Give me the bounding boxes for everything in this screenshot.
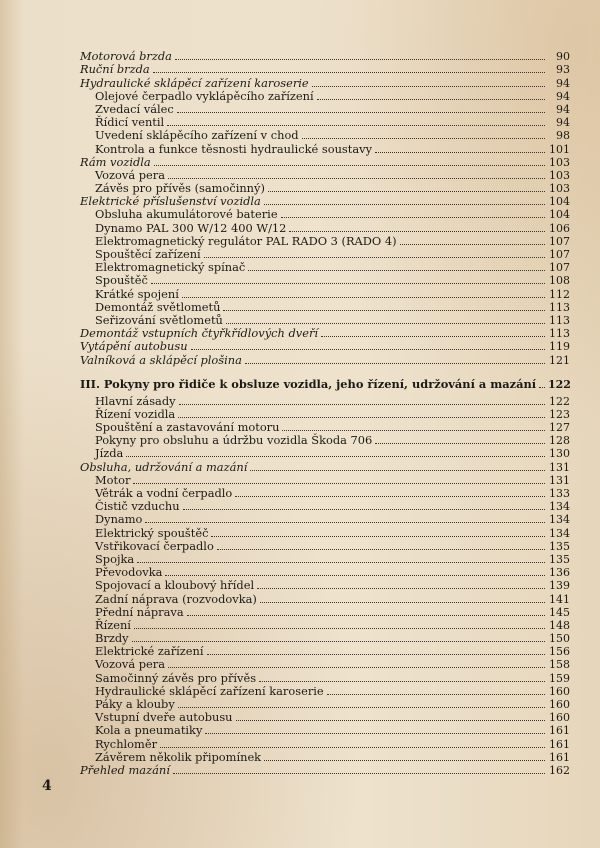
toc-entry-page: 136 xyxy=(549,566,570,580)
toc-entry-title: Vstřikovací čerpadlo xyxy=(95,538,214,553)
toc-entry-title: Vozová pera xyxy=(95,657,166,672)
toc-entry-title: Závěrem několik připomínek xyxy=(95,749,262,764)
toc-entry xyxy=(80,474,570,487)
toc-entry-title: Zvedací válec xyxy=(95,101,174,116)
toc-entry-title: Brzdy xyxy=(95,631,129,646)
toc-entry-title: Jízda xyxy=(95,446,124,461)
dot-leader xyxy=(137,561,545,563)
dot-leader xyxy=(282,429,545,431)
toc-entry-title: Motorová brzda xyxy=(80,49,172,64)
dot-leader xyxy=(289,230,545,232)
toc-entry-title: Spouštěč xyxy=(95,273,148,288)
toc-entry xyxy=(80,169,570,182)
dot-leader xyxy=(168,666,545,668)
toc-entry-title: Zadní náprava (rozvodovka) xyxy=(95,591,257,606)
toc-entry-page: 128 xyxy=(549,434,570,448)
toc-entry xyxy=(80,195,570,208)
toc-entry-page: 108 xyxy=(549,274,570,288)
toc-entry-page: 106 xyxy=(549,221,570,235)
toc-entry-page: 113 xyxy=(549,313,570,327)
toc-entry-title: Přehled mazání xyxy=(80,762,170,777)
toc-entry-page: 94 xyxy=(556,102,570,116)
toc-entry-title: Spojka xyxy=(95,551,135,566)
dot-leader xyxy=(177,111,545,113)
toc-entry xyxy=(80,566,570,579)
toc-entry xyxy=(80,724,570,737)
toc-entry xyxy=(80,513,570,526)
toc-entry-page: 133 xyxy=(549,487,570,500)
dot-leader xyxy=(175,58,545,60)
toc-entry xyxy=(80,287,570,300)
toc-entry-title: Hlavní zásady xyxy=(95,393,176,408)
toc-entry-page: 148 xyxy=(549,618,570,632)
toc-entry-page: 93 xyxy=(556,63,570,77)
toc-entry xyxy=(80,540,570,553)
toc-entry-title: Pokyny pro obsluhu a údržbu vozidla Škoda 706 xyxy=(95,433,373,448)
toc-entry xyxy=(80,685,570,698)
toc-entry-title: Demontáž vstupních čtyřkřídlových dveří xyxy=(80,326,319,341)
toc-entry xyxy=(80,487,570,500)
dot-leader xyxy=(183,508,545,510)
dot-leader xyxy=(327,693,545,695)
toc-entry xyxy=(80,50,570,63)
toc-entry-title: Obsluha akumulátorové baterie xyxy=(95,207,278,222)
toc-entry xyxy=(80,353,570,366)
toc-entry-page: 134 xyxy=(549,526,570,540)
toc-entry-page: 135 xyxy=(549,552,570,566)
toc-entry-page: 122 xyxy=(548,377,571,391)
toc-entry-title: Seřizování světlometů xyxy=(95,312,223,327)
dot-leader xyxy=(168,177,545,179)
dot-leader xyxy=(133,482,545,484)
toc-entry xyxy=(80,208,570,221)
dot-leader xyxy=(173,772,545,774)
toc-entry xyxy=(80,711,570,724)
dot-leader xyxy=(236,719,545,721)
toc-entry-page: 145 xyxy=(549,605,570,619)
toc-entry xyxy=(80,500,570,513)
toc-entry-title: Elektromagnetický spínač xyxy=(95,260,246,275)
toc-entry-title: Vstupní dveře autobusu xyxy=(95,710,233,725)
toc-entry-page: 122 xyxy=(549,394,570,408)
toc-entry-page: 150 xyxy=(549,632,570,646)
dot-leader xyxy=(154,164,545,166)
table-of-contents xyxy=(80,50,570,777)
dot-leader xyxy=(302,137,545,139)
toc-entry-title: Elektrické zařízení xyxy=(95,644,204,659)
dot-leader xyxy=(205,732,545,734)
toc-entry-page: 103 xyxy=(549,155,570,169)
toc-entry-page: 113 xyxy=(549,327,570,341)
toc-entry xyxy=(80,447,570,460)
toc-entry-page: 107 xyxy=(549,261,570,275)
toc-entry-page: 98 xyxy=(556,129,570,143)
toc-entry-title: III. Pokyny pro řidiče k obsluze vozidla, jeho řízení, udržování a mazání xyxy=(80,376,537,391)
toc-entry xyxy=(80,658,570,671)
dot-leader xyxy=(182,296,545,298)
toc-entry xyxy=(80,221,570,234)
toc-entry-title: Hydraulické sklápěcí zařízení karoserie xyxy=(95,683,324,698)
toc-entry xyxy=(80,63,570,76)
toc-entry-title: Vytápění autobusu xyxy=(80,339,188,354)
toc-entry xyxy=(80,142,570,155)
toc-entry xyxy=(80,90,570,103)
dot-leader xyxy=(151,282,545,284)
toc-entry xyxy=(80,645,570,658)
toc-entry xyxy=(80,606,570,619)
toc-entry-title: Elektrický spouštěč xyxy=(95,525,209,540)
toc-entry-title: Řízení vozidla xyxy=(95,406,176,421)
toc-entry-page: 139 xyxy=(549,579,570,593)
toc-entry-page: 161 xyxy=(549,750,570,764)
toc-entry-title: Kola a pneumatiky xyxy=(95,723,203,738)
dot-leader xyxy=(165,574,545,576)
toc-entry-title: Valníková a sklápěcí plošina xyxy=(80,352,242,367)
toc-entry-title: Dynamo xyxy=(95,512,143,527)
toc-entry-page: 90 xyxy=(556,50,570,64)
toc-entry xyxy=(80,116,570,129)
toc-entry-title: Elektrické příslušenství vozidla xyxy=(80,194,261,209)
toc-entry-title: Rám vozidla xyxy=(80,154,151,169)
toc-entry xyxy=(80,301,570,314)
toc-entry-title: Olejové čerpadlo vyklápěcího zařízení xyxy=(95,88,314,103)
toc-entry xyxy=(80,553,570,566)
dot-leader xyxy=(400,243,545,245)
dot-leader xyxy=(264,203,545,205)
dot-leader xyxy=(281,216,545,218)
toc-entry-title: Rychloměr xyxy=(95,736,158,751)
toc-entry-page: 134 xyxy=(549,513,570,527)
toc-entry-title: Čistič vzduchu xyxy=(95,499,180,514)
toc-entry-title: Krátké spojení xyxy=(95,286,179,301)
toc-entry-page: 103 xyxy=(549,168,570,182)
dot-leader xyxy=(167,124,545,126)
toc-entry-page: 160 xyxy=(549,684,570,698)
toc-entry-title: Řízení xyxy=(95,617,131,632)
toc-entry-page: 162 xyxy=(549,763,570,777)
toc-entry-title: Větrák a vodní čerpadlo xyxy=(95,486,233,500)
dot-leader xyxy=(160,746,545,748)
toc-entry-page: 119 xyxy=(549,340,570,354)
toc-entry-title: Spouštěcí zařízení xyxy=(95,247,201,261)
toc-entry xyxy=(80,395,570,408)
dot-leader xyxy=(191,348,545,350)
dot-leader xyxy=(250,469,545,471)
toc-entry-title: Obsluha, udržování a mazání xyxy=(80,459,248,474)
toc-entry xyxy=(80,592,570,605)
toc-entry-title: Závěs pro přívěs (samočinný) xyxy=(95,181,265,196)
dot-leader xyxy=(132,640,545,642)
dot-leader xyxy=(375,151,545,153)
toc-entry xyxy=(80,182,570,195)
dot-leader xyxy=(259,680,545,682)
toc-entry-page: 158 xyxy=(549,658,570,672)
toc-entry xyxy=(80,274,570,287)
toc-entry xyxy=(80,235,570,248)
toc-entry-title: Spouštění a zastavování motoru xyxy=(95,420,280,435)
toc-entry-title: Převodovka xyxy=(95,565,163,580)
dot-leader xyxy=(226,322,545,324)
dot-leader xyxy=(178,706,545,708)
toc-entry xyxy=(80,619,570,632)
toc-entry xyxy=(80,737,570,750)
toc-entry-title: Hydraulické sklápěcí zařízení karoserie xyxy=(80,75,309,90)
toc-entry-title: Spojovací a kloubový hřídel xyxy=(95,578,255,593)
toc-entry-page: 107 xyxy=(549,248,570,261)
toc-entry-title: Řídicí ventil xyxy=(95,115,165,130)
toc-entry xyxy=(80,340,570,353)
toc-entry-page: 160 xyxy=(549,711,570,725)
toc-entry-title: Elektromagnetický regulátor PAL RADO 3 (RADO 4) xyxy=(95,233,397,248)
toc-entry xyxy=(80,421,570,434)
dot-leader xyxy=(178,416,545,418)
dot-leader xyxy=(223,309,545,311)
toc-entry-page: 107 xyxy=(549,234,570,248)
toc-entry xyxy=(80,408,570,421)
toc-entry xyxy=(80,764,570,777)
dot-leader xyxy=(321,335,545,337)
toc-entry-page: 103 xyxy=(549,182,570,196)
dot-leader xyxy=(145,521,545,523)
toc-entry-page: 104 xyxy=(549,195,570,209)
toc-entry xyxy=(80,103,570,116)
toc-entry-page: 127 xyxy=(549,421,570,435)
page-number: 4 xyxy=(42,778,52,794)
toc-entry-page: 135 xyxy=(549,539,570,553)
toc-entry-page: 134 xyxy=(549,500,570,514)
dot-leader xyxy=(153,71,545,73)
toc-entry-title: Uvedení sklápěcího zařízení v chod xyxy=(95,128,299,143)
toc-entry xyxy=(80,76,570,89)
dot-leader xyxy=(126,455,545,457)
toc-entry xyxy=(80,526,570,539)
toc-entry-title: Vozová pera xyxy=(95,167,166,182)
toc-entry-page: 113 xyxy=(549,300,570,314)
dot-leader xyxy=(187,614,545,616)
toc-entry-page: 94 xyxy=(556,76,570,90)
toc-entry-title: Samočinný závěs pro přívěs xyxy=(95,670,257,685)
toc-entry xyxy=(80,261,570,274)
toc-entry-page: 101 xyxy=(549,142,570,156)
dot-leader xyxy=(134,627,545,629)
toc-entry-title: Dynamo PAL 300 W/12 400 W/12 xyxy=(95,220,287,235)
toc-entry xyxy=(80,751,570,764)
dot-leader xyxy=(312,85,545,87)
dot-leader xyxy=(248,269,545,271)
toc-entry xyxy=(80,248,570,261)
dot-leader xyxy=(235,495,545,497)
toc-entry-page: 161 xyxy=(549,737,570,751)
dot-leader xyxy=(260,601,545,603)
dot-leader xyxy=(217,548,545,550)
toc-entry xyxy=(80,632,570,645)
dot-leader xyxy=(179,403,545,405)
dot-leader xyxy=(539,386,545,388)
toc-entry-title: Motor xyxy=(95,472,131,487)
dot-leader xyxy=(268,190,545,192)
dot-leader xyxy=(211,535,545,537)
toc-entry-page: 131 xyxy=(549,460,570,474)
toc-entry-page: 161 xyxy=(549,724,570,738)
toc-entry xyxy=(80,314,570,327)
toc-entry-page: 94 xyxy=(556,89,570,103)
toc-entry-page: 160 xyxy=(549,698,570,711)
dot-leader xyxy=(245,362,545,364)
toc-entry-title: Přední náprava xyxy=(95,604,184,619)
toc-entry-title: Páky a klouby xyxy=(95,697,175,711)
toc-entry xyxy=(80,327,570,340)
toc-entry-title: Ruční brzda xyxy=(80,62,150,77)
toc-entry-page: 121 xyxy=(549,353,570,367)
toc-entry-page: 123 xyxy=(549,407,570,421)
dot-leader xyxy=(204,256,545,258)
toc-entry xyxy=(80,460,570,473)
toc-entry xyxy=(80,129,570,142)
toc-entry xyxy=(80,156,570,169)
toc-entry-page: 141 xyxy=(549,592,570,606)
toc-entry-title: Kontrola a funkce těsnosti hydraulické soustavy xyxy=(95,141,373,156)
toc-entry xyxy=(80,579,570,592)
dot-leader xyxy=(375,442,545,444)
dot-leader xyxy=(317,98,545,100)
dot-leader xyxy=(264,759,545,761)
toc-entry xyxy=(80,698,570,711)
toc-entry-page: 131 xyxy=(549,473,570,487)
toc-entry-page: 156 xyxy=(549,645,570,659)
toc-entry xyxy=(80,434,570,447)
dot-leader xyxy=(207,653,545,655)
toc-entry-title: Demontáž světlometů xyxy=(95,299,221,314)
toc-entry-page: 159 xyxy=(549,671,570,685)
toc-entry-page: 104 xyxy=(549,208,570,222)
dot-leader xyxy=(257,587,545,589)
toc-heading xyxy=(80,371,570,391)
toc-entry xyxy=(80,671,570,684)
toc-entry-page: 112 xyxy=(549,287,570,301)
toc-entry-page: 130 xyxy=(549,447,570,461)
toc-entry-page: 94 xyxy=(556,116,570,130)
